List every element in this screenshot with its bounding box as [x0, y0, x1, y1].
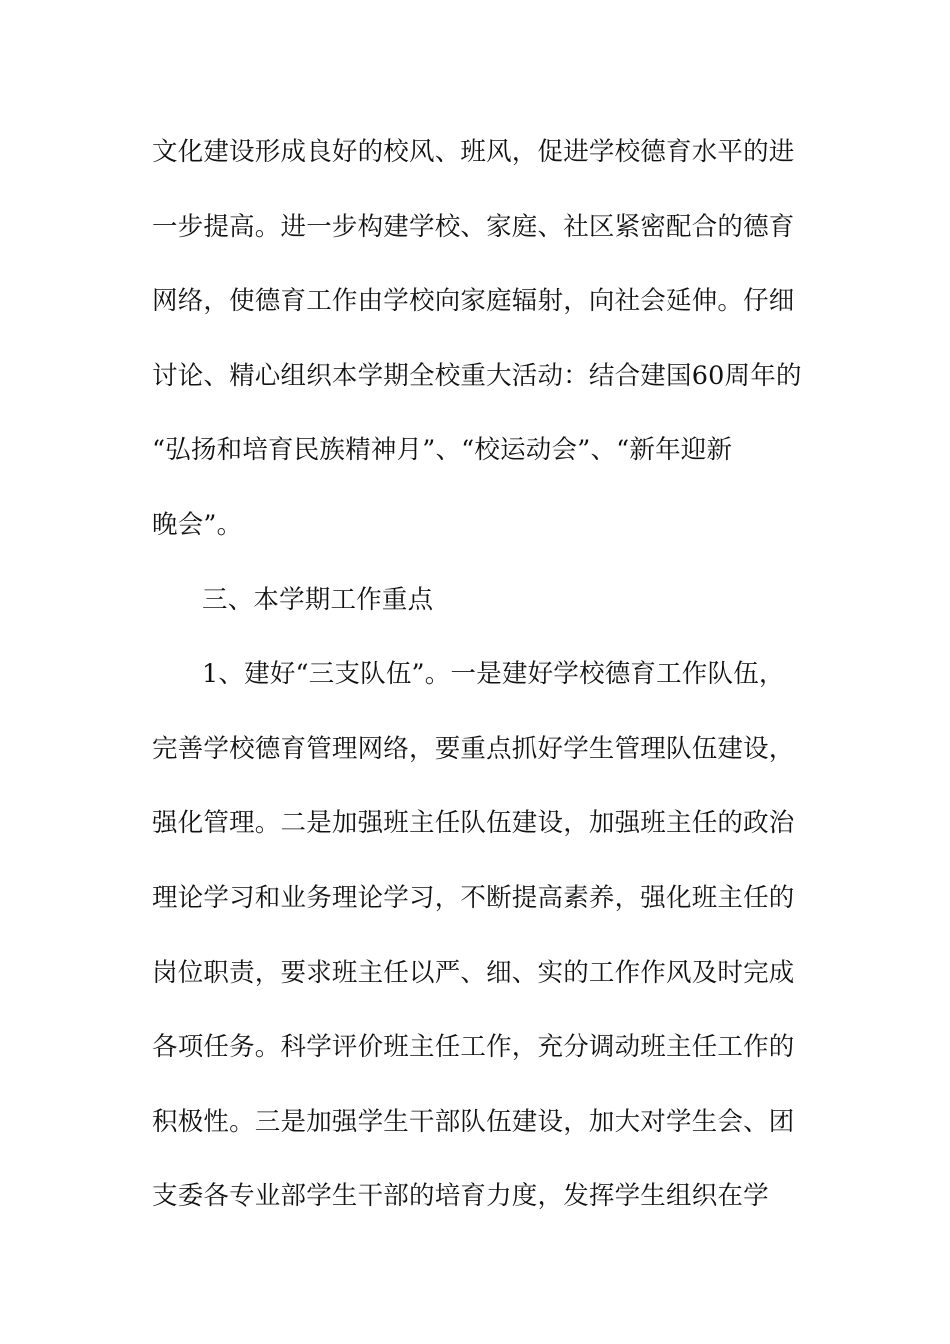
document-body: [152, 128, 812, 1247]
paragraph-line: 讨论、精心组织本学期全校重大活动：结合建国60周年的: [152, 360, 802, 391]
paragraph-line: 完善学校德育管理网络，要重点抓好学生管理队伍建设，: [152, 733, 795, 764]
paragraph-line: 支委各专业部学生干部的培育力度，发挥学生组织在学: [152, 1181, 769, 1212]
paragraph-line: 文化建设形成良好的校风、班风，促进学校德育水平的进: [152, 137, 795, 167]
section-heading: 三、本学期工作重点: [202, 584, 434, 615]
paragraph-line: 晚会”。: [152, 509, 243, 540]
paragraph-line: 岗位职责，要求班主任以严、细、实的工作作风及时完成: [152, 957, 795, 988]
paragraph-line: “弘扬和培育民族精神月”、“校运动会”、“新年迎新: [152, 435, 733, 466]
paragraph-line: 理论学习和业务理论学习，不断提高素养，强化班主任的: [152, 882, 795, 913]
paragraph-line: 一步提高。进一步构建学校、家庭、社区紧密配合的德育: [152, 211, 795, 242]
paragraph-line: 1、建好“三支队伍”。一是建好学校德育工作队伍，: [202, 659, 785, 690]
paragraph-line: 各项任务。科学评价班主任工作，充分调动班主任工作的: [152, 1032, 795, 1063]
paragraph-line: 强化管理。二是加强班主任队伍建设，加强班主任的政治: [152, 808, 795, 839]
paragraph-line: 积极性。三是加强学生干部队伍建设，加大对学生会、团: [152, 1106, 795, 1137]
paragraph-line: 网络，使德育工作由学校向家庭辐射，向社会延伸。仔细: [152, 286, 795, 317]
